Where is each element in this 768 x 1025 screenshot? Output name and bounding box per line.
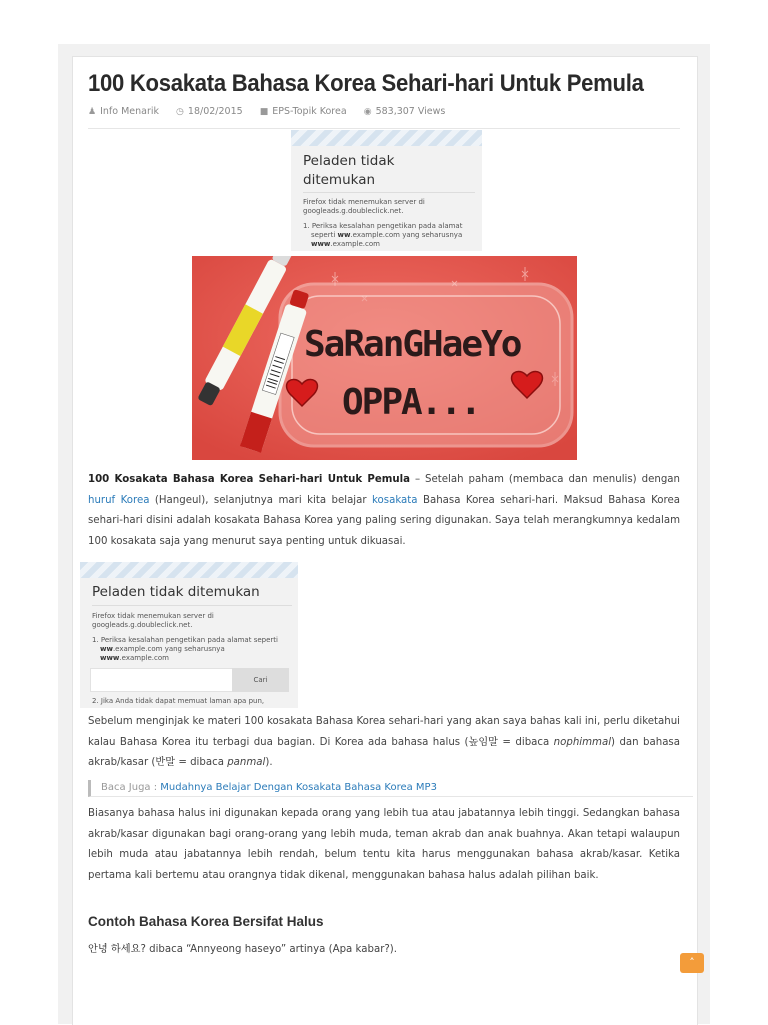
ad-error-title: Peladen tidak ditemukan — [92, 584, 260, 600]
ad-divider — [92, 605, 292, 606]
section-heading: Contoh Bahasa Korea Bersifat Halus — [88, 914, 324, 929]
scroll-to-top-button[interactable] — [680, 953, 704, 973]
meta-views: ◉ 583,307 Views — [363, 106, 446, 117]
ad-error-text: Firefox tidak menemukan server di googleads.g.doubleclick.net. 1. Periksa kesalahan pengetikan pada alamat seperti ww.example.com yang seharusnya www.example.com — [92, 612, 278, 662]
photo-illustration — [192, 256, 577, 460]
meta-category[interactable]: ■ EPS-Topik Korea — [259, 106, 347, 117]
ad-search-input[interactable] — [90, 668, 234, 692]
paragraph-honorifics: Sebelum menginjak ke materi 100 kosakata Bahasa Korea sehari-hari yang akan saya bahas kali ini, perlu diketahui kalau Bahasa Korea itu terbagi dua bagian. Di Korea ada bahasa halus (높임말 = dibaca nophimmal) dan bahasa akrab/kasar (반말 = dibaca panmal). — [88, 716, 680, 768]
chevron-up-icon: ˄ — [689, 956, 695, 969]
intro-paragraph: 100 Kosakata Bahasa Korea Sehari-hari Untuk Pemula – Setelah paham (membaca dan menulis) dengan huruf Korea (Hangeul), selanjutnya mari kita belajar kosakata Bahasa Korea sehari-hari. Maksud Bahasa Korea sehari-hari disini adalah kosakata Bahasa Korea yang paling sering digunakan. Saya telah merangkumnya kedalam 100 kosakata saja yang menurut saya penting untuk dikuasai. — [88, 474, 680, 547]
paragraph-usage: Biasanya bahasa halus ini digunakan kepada orang yang lebih tua atau jabatannya lebih tinggi. Sedangkan bahasa akrab/kasar digunakan bagi orang-orang yang lebih muda, teman akrab dan anak buahnya. Akan tetapi walaupun lebih muda atau jabatannya lebih rendah, belum tentu kita harus menggunakan bahasa akrab/kasar. Ketika pertama kali bertemu atau orangnya tidak dikenal, menggunakan bahasa halus adalah pilihan baik. — [88, 808, 680, 881]
ad-frame-large — [80, 562, 298, 708]
article-meta — [88, 106, 680, 129]
link-huruf-korea[interactable]: huruf Korea — [88, 494, 150, 506]
meta-author[interactable]: ♟ Info Menarik — [88, 106, 160, 117]
folder-icon: ■ — [259, 107, 269, 117]
read-also-link[interactable]: Mudahnya Belajar Dengan Kosakata Bahasa Korea MP3 — [160, 782, 437, 793]
link-kosakata[interactable]: kosakata — [372, 494, 418, 506]
ad-stripe — [80, 562, 298, 578]
ad-error-text-2: 2. Jika Anda tidak dapat memuat laman apa pun, — [92, 697, 265, 705]
ad-stripe — [291, 130, 482, 146]
read-also-box: Baca Juga : Mudahnya Belajar Dengan Kosakata Bahasa Korea MP3 — [88, 780, 693, 797]
meta-date: ◷ 18/02/2015 — [176, 106, 243, 117]
photo-text-line2: OPPA... — [342, 382, 480, 423]
article-photo — [192, 256, 577, 460]
article-title: 100 Kosakata Bahasa Korea Sehari-hari Untuk Pemula — [88, 70, 644, 97]
ad-error-text: Firefox tidak menemukan server di googleads.g.doubleclick.net. 1. Periksa kesalahan pengetikan pada alamat seperti ww.example.com yang seharusnya www.example.com — [303, 198, 463, 248]
ad-search-button[interactable]: Cari — [232, 668, 289, 692]
user-icon: ♟ — [88, 107, 97, 117]
ad-error-title: Peladen tidak ditemukan — [303, 153, 395, 188]
photo-text-line1: SaRanGHaeYo — [304, 324, 521, 365]
clock-icon: ◷ — [176, 107, 184, 117]
ad-divider — [303, 192, 475, 193]
ad-frame-small — [291, 130, 482, 251]
example-line: 안녕 하세요? dibaca “Annyeong haseyo” artinya (Apa kabar?). — [88, 944, 398, 955]
eye-icon: ◉ — [363, 107, 372, 117]
